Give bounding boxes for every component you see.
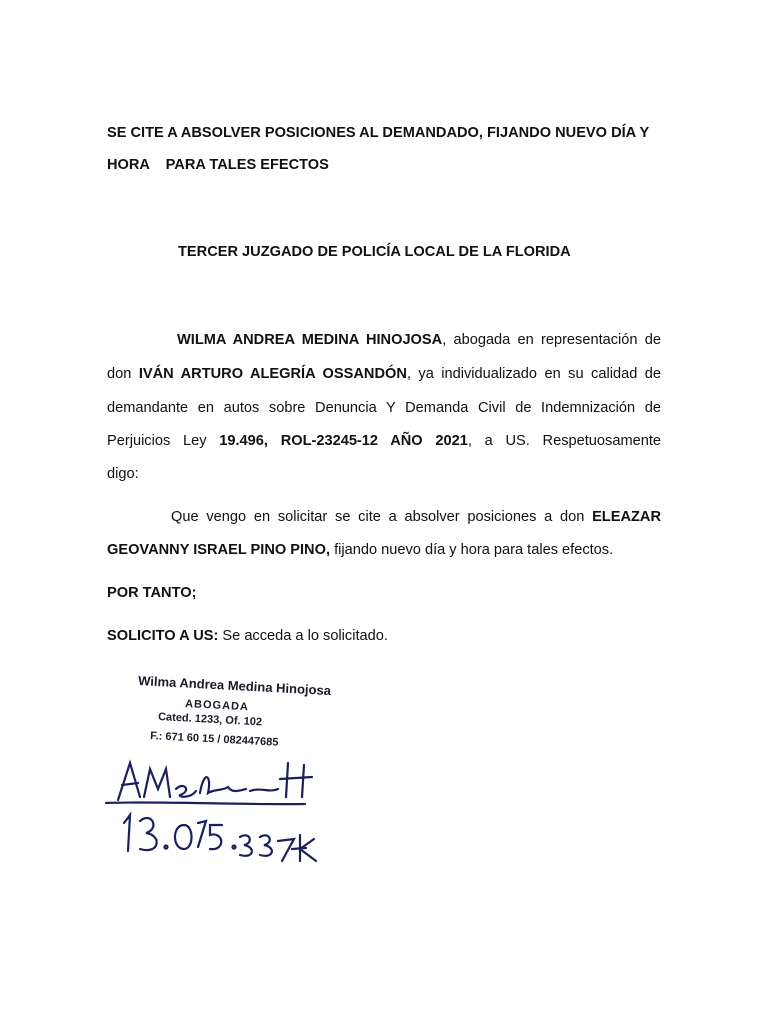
stamp-phone: F.: 671 60 15 / 082447685 xyxy=(149,730,279,749)
stamp-name: Wilma Andrea Medina Hinojosa xyxy=(137,673,332,699)
para1-line4-pre: Perjuicios Ley xyxy=(107,433,220,449)
stamp-address: Cated. 1233, Of. 102 xyxy=(157,711,263,729)
para1-line5: digo: xyxy=(107,466,139,482)
court-name: TERCER JUZGADO DE POLICÍA LOCAL DE LA FLORIDA xyxy=(178,244,571,260)
para2-line2 xyxy=(107,540,613,560)
para1-line4 xyxy=(107,431,661,451)
client-name: IVÁN ARTURO ALEGRÍA OSSANDÓN xyxy=(138,366,407,382)
solicito-label: SOLICITO A US: xyxy=(107,628,219,644)
heading-line-2: HORA PARA TALES EFECTOS xyxy=(107,157,329,173)
lawyer-name: WILMA ANDREA MEDINA HINOJOSA xyxy=(177,332,443,348)
stamp-title: ABOGADA xyxy=(184,698,250,714)
para1-line2-rest: , ya individualizado en su calidad de xyxy=(406,366,662,382)
para1-line4-rest: , a US. Respetuosamente xyxy=(467,433,662,449)
solicito-text: Se acceda a lo solicitado. xyxy=(218,628,388,644)
heading-line-1: SE CITE A ABSOLVER POSICIONES AL DEMANDADO, FIJANDO NUEVO DÍA Y xyxy=(107,125,650,141)
para2-line1 xyxy=(171,507,661,527)
para1-line1-rest: , abogada en representación de xyxy=(442,332,661,348)
signature-stamp xyxy=(100,665,340,870)
para1-line1 xyxy=(177,330,661,350)
por-tanto: POR TANTO; xyxy=(107,585,197,601)
defendant-first-name: ELEAZAR xyxy=(592,509,661,525)
para2-line1-pre: Que vengo en solicitar se cite a absolver posiciones a don xyxy=(171,509,593,525)
case-number: 19.496, ROL-23245-12 AÑO 2021 xyxy=(219,433,468,449)
handwritten-signature-icon xyxy=(106,763,312,804)
para1-line2 xyxy=(107,364,661,384)
defendant-name: GEOVANNY ISRAEL PINO PINO, xyxy=(107,542,331,558)
para2-line2-rest: fijando nuevo día y hora para tales efectos. xyxy=(330,542,614,558)
handwritten-rut-icon xyxy=(124,815,316,861)
para1-line3: demandante en autos sobre Denuncia Y Demanda Civil de Indemnización de xyxy=(107,400,661,416)
solicito-line xyxy=(107,626,388,646)
para1-line2-pre: don xyxy=(107,366,139,382)
